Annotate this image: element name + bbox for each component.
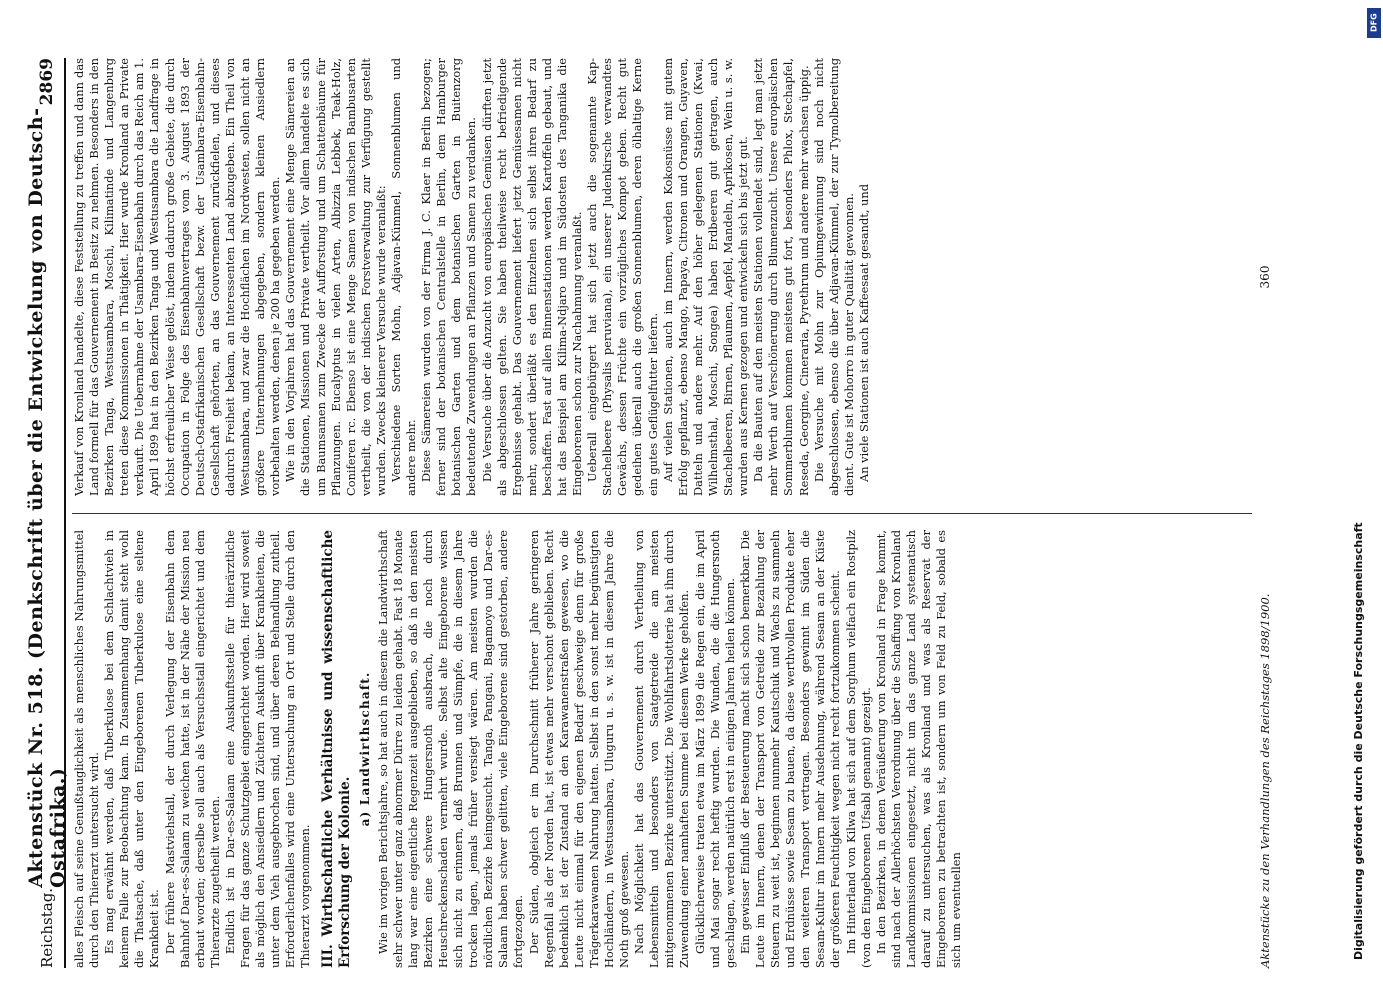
running-head-title: Aktenstück Nr. 518. (Denkschrift über die Entwickelung von Deutsch-Ostafrika.): [25, 107, 69, 888]
rotated-page-content: [25, 58, 1290, 968]
dfg-logo: DFG: [1367, 8, 1381, 38]
text-columns: [72, 58, 1252, 968]
paragraph: Ein gewisser Einfluß der Besteuerung macht sich schon bemerkbar. Die Leute im Innern, denen der Transport von Getreide zur Bezahlung der Steuern zu weit ist, beginnen nunmehr Kautschuk und Wachs zu sammeln und Erdnüsse sowie Sesam zu bauen, da diese werthvollen Produkte eher den weiteren Transport vertragen. Besonders gewinnt im Süden die Sesam-Kultur im Innern mehr Ausdehnung, während Sesam an der Küste der größeren Feuchtigkeit wegen nicht recht fortzukommen scheint.: [737, 530, 843, 968]
paragraph: Endlich ist in Dar-es-Salaam eine Auskunftsstelle für thierärztliche Fragen für das ganze Schutzgebiet eingerichtet worden. Hier wird soweit als möglich den Ansiedlern und Züchtern Auskunft über Krankheiten, die unter dem Vieh ausgebrochen sind, und über deren Behandlung zutheil. Erforderlichenfalles wird eine Untersuchung an Ort und Stelle durch den Thierarzt vorgenommen.: [222, 530, 313, 968]
paragraph: Wie im vorigen Berichtsjahre, so hat auch in diesem die Landwirthschaft sehr schwer unter ganz abnormer Dürre zu leiden gehabt. Fast 18 Monate lang war eine eigentliche Regenzeit ausgeblieben, so daß in den meisten Bezirken eine schwere Hungersnoth ausbrach, die noch durch Heuschreckenschaden vermehrt wurde. Selbst alte Eingeborene wissen sich nicht zu erinnern, daß Brunnen und Sümpfe, die in diesem Jahre trocken lagen, jemals früher versiegt wären. Am meisten wurden die nördlichen Bezirke heimgesucht. Tanga, Pangani, Bagamoyo und Dar-es-Salaam haben schwer gelitten, viele Eingeborene sind gestorben, andere fortgezogen.: [375, 530, 526, 968]
paragraph: Der Süden, obgleich er im Durchschnitt früherer Jahre geringeren Regenfall als der Norden hat, ist etwas mehr verschont geblieben. Recht bedenklich ist der Zustand an den Karawanenstraßen gewesen, wo die Leute nicht einmal für den eigenen Bedarf geschweige denn für große Trägerkarawanen Nahrung hatten. Selbst in den sonst mehr begünstigten Hochländern, in Westusambara, Uluguru u. s. w. ist in diesem Jahre die Noth groß gewesen.: [526, 530, 632, 968]
footer-signature: Aktenstücke zu den Verhandlungen des Reichstages 1898/1900.: [1258, 593, 1272, 968]
paragraph: Glücklicherweise traten etwa im März 1899 die Regen ein, die im April und Mai sogar recht heftig wurden. Die Wunden, die die Hungersnoth geschlagen, werden natürlich erst in einigen Jahren heilen können.: [692, 530, 737, 968]
paragraph: Verkauf von Kronland handelte, diese Feststellung zu treffen und dann das Land formell für das Gouvernement in Besitz zu nehmen. Besonders in den Bezirken Tanga, Westusambara, Moschi, Kilimatinde und Langenburg treten diese Kommissionen in Thätigkeit. Hier wurde Kronland an Private verkauft. Die Uebernahme der Usambara-Eisenbahn durch das Reich am 1. April 1899 hat in den Bezirken Tanga und Westusambara die Landfrage in höchst erfreulicher Weise gelöst, indem dadurch große Gebiete, die durch Occupation in Folge des Eisenbahnvertrages vom 3. August 1893 der Deutsch-Ostafrikanischen Gesellschaft bezw. der Usambara-Eisenbahn-Gesellschaft gehörten, an das Gouvernement zurückfielen, und dieses dadurch Freiheit bekam, an Interessenten Land abzugeben. Ein Theil von Westusambara, und zwar die Hochflächen im Nordwesten, sollen nicht an größere Unternehmungen abgegeben, sondern kleinen Ansiedlern vorbehalten werden, denen je 200 ha gegeben werden.: [72, 58, 283, 496]
paragraph: Die Versuche über die Anzucht von europäischen Gemüsen dürften jetzt als abgeschlossen gelten. Sie haben theilweise recht befriedigende Ergebnisse gehabt. Das Gouvernement liefert jetzt Gemüsesamen nicht mehr, sondert überläßt es den Einzelnen sich selbst ihren Bedarf zu beschaffen. Fast auf allen Binnenstationen werden Kartoffeln gebaut, und hat das Beispiel am Kilima-Ndjaro und im Südosten des Tanganika die Eingeborenen schon zur Nachahmung veranlaßt.: [479, 58, 585, 496]
footer-sheet-number: 360: [1258, 265, 1272, 289]
running-head: [25, 58, 69, 968]
paragraph: Diese Sämereien wurden von der Firma J. C. Klaer in Berlin bezogen; ferner sind der botanischen Centralstelle in Berlin, dem Hamburger botanischen Garten und dem botanischen Garten in Buitenzorg bedeutende Zuwendungen an Pflanzen und Samen zu verdanken.: [419, 58, 479, 496]
paragraph: Die Versuche mit Mohn zur Opiumgewinnung sind noch nicht abgeschlossen, ebenso die über Adjavan-Kümmel, der zur Tymolbereitung dient. Gute ist Mohorro in guter Qualität gewonnen.: [811, 58, 856, 496]
column-divider: [72, 513, 1252, 514]
paragraph: Ueberall eingebürgert hat sich jetzt auch die sogenannte Kap-Stachelbeere (Physalis peruviana), ein unserer Judenkirsche verwandtes Gewächs, dessen Früchte ein vorzügliches Kompot geben. Recht gut gedeihen überall auch die großen Sonnenblumen, deren ölhaltige Kerne ein gutes Geflügelfutter liefern.: [585, 58, 660, 496]
paragraph: alles Fleisch auf seine Genußtauglichkeit als menschliches Nahrungsmittel durch den Thierarzt untersucht wird.: [72, 530, 102, 968]
paragraph: Verschiedene Sorten Mohn, Adjavan-Kümmel, Sonnenblumen und andere mehr.: [388, 58, 419, 496]
running-head-left: Reichstag.: [38, 887, 56, 968]
paragraph: Nach Möglichkeit hat das Gouvernement durch Vertheilung von Lebensmitteln und besonders von Saatgetreide die am meisten mitgenommenen Bezirke unterstützt. Die Wohlfahrtslotterie hat ihm durch Zuwendung einer namhaften Summe bei diesem Werke geholfen.: [632, 530, 692, 968]
paragraph: Der frühere Mastviehstall, der durch Verlegung der Eisenbahn dem Bahnhof Dar-es-Salaam zu weichen hatte, ist in der Nähe der Mission neu erbaut worden; derselbe soll auch als Versuchsstall eingerichtet und dem Thierarzte zugetheilt werden.: [162, 530, 222, 968]
section-title: III. Wirthschaftliche Verhältnisse und wissenschaftliche Erforschung der Kolonie.: [319, 530, 353, 968]
paragraph: In den Bezirken, in denen Veräußerung von Kronland in Frage kommt, sind nach der Allerhöchsten Verordnung über die Schaffung von Kronland Landkommissionen eingesetzt, nicht um das ganze Land systematisch darauf zu untersuchen, was als Kronland und was als Reservat der Eingeborenen zu betrachten ist, sondern um von Feld zu Feld, sobald es sich um eventuellen: [873, 530, 964, 968]
paragraph: Wie in den Vorjahren hat das Gouvernement eine Menge Sämereien an die Stationen, Missionen und Private vertheilt. Vor allem handelte es sich um Baumsamen zum Zwecke der Aufforstung und um Schattenbäume für Pflanzungen. Eucalyptus in vielen Arten, Albizzia Lebbek, Teak-Holz, Coniferen rc. Ebenso ist eine Menge Samen von indischen Bambusarten vertheilt, die von der indischen Forstverwaltung zur Verfügung gestellt wurden. Zwecks kleinerer Versuche wurde veranlaßt:: [283, 58, 388, 496]
paragraph: Im Hinterland von Kilwa hat sich auf dem Sorghum vielfach ein Rostpilz (von den Eingeborenen Ufsabl genannt) gezeigt.: [843, 530, 873, 968]
right-column: [72, 58, 1252, 496]
paragraph: An viele Stationen ist auch Kaffeesaat gesandt, und: [856, 183, 871, 482]
subsection-title: a) Landwirthschaft.: [357, 671, 372, 827]
page-number: 2869: [37, 58, 57, 106]
paragraph: Es mag erwähnt werden, daß Tuberkulose bei dem Schlachtvieh in keinem Falle zur Beobachtung kam. In Zusammenhang damit steht wohl die Thatsache, daß unter den Eingeborenen Tuberkulose eine seltene Krankheit ist.: [102, 530, 162, 968]
left-column: [72, 530, 1252, 968]
digitization-note: Digitalisierung gefördert durch die Deutsche Forschungsgemeinschaft: [1352, 522, 1365, 960]
paragraph: Da die Bauten auf den meisten Stationen vollendet sind, legt man jetzt mehr Werth auf Verschönerung durch Blumenzucht. Unsere europäischen Sommerblumen kommen meistens gut fort, besonders Phlox, Stechapfel, Reseda, Georgine, Cineraria, Pyrethrum und andere mehr wachsen üppig.: [751, 58, 811, 496]
paragraph: Auf vielen Stationen, auch im Innern, werden Kokosnüsse mit gutem Erfolg gepflanzt, ebenso Mango, Papaya, Citronen und Orangen, Guyaven, Datteln und andere mehr. Auf den höher gelegenen Stationen (Kwai, Wilhelmsthal, Moschi, Songea) haben Erdbeeren gut getragen, auch Stachelbeeren, Birnen, Pflaumen, Aepfel, Mandeln, Aprikosen, Wein u. s. w. wurden aus Kernen gezogen und entwickeln sich bis jetzt gut.: [660, 58, 751, 496]
